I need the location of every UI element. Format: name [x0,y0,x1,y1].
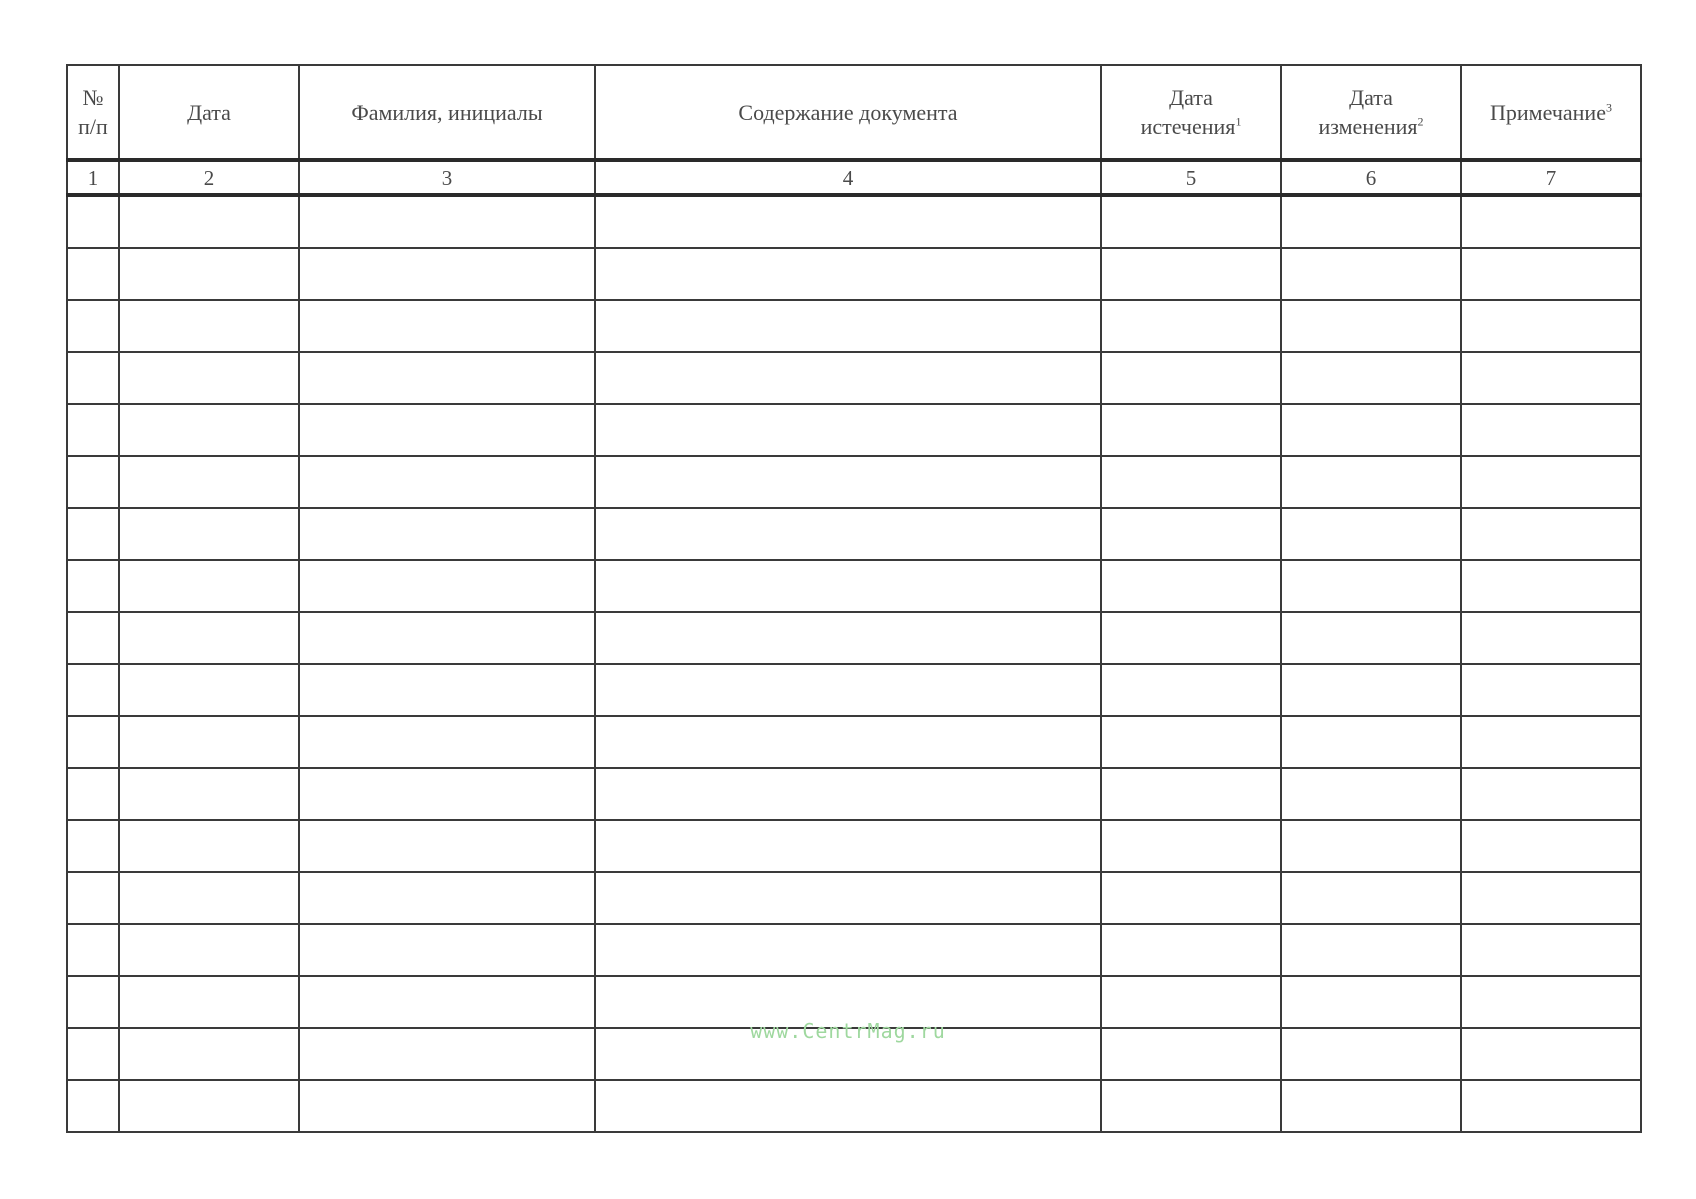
table-cell [1461,508,1641,560]
footnote-mark-1: 1 [1235,114,1242,129]
table-cell [1461,300,1641,352]
table-cell [119,768,299,820]
table-cell [119,1080,299,1132]
table-cell [1101,248,1281,300]
table-cell [67,716,119,768]
table-row [67,195,1641,248]
table-cell [1101,768,1281,820]
table-cell [1281,664,1461,716]
table-cell [67,768,119,820]
table-cell [119,820,299,872]
table-cell [299,820,595,872]
table-cell [119,924,299,976]
table-cell [299,924,595,976]
table-cell [119,404,299,456]
header-change-line2: изменения [1318,114,1418,139]
watermark: www.CentrMag.ru [750,1019,946,1043]
table-cell [1101,508,1281,560]
table-row [67,924,1641,976]
table-cell [595,664,1101,716]
table-cell [1281,248,1461,300]
table-cell [67,664,119,716]
table-cell [595,456,1101,508]
column-number-4: 4 [595,160,1101,195]
table-cell [67,404,119,456]
table-cell [1461,612,1641,664]
header-date-label: Дата [187,99,231,125]
table-cell [595,1080,1101,1132]
table-cell [1101,872,1281,924]
header-cell-change-date [1281,65,1461,160]
table-row [67,872,1641,924]
column-number-5: 5 [1101,160,1281,195]
table-cell [1461,1080,1641,1132]
table-cell [595,716,1101,768]
table-cell [1461,924,1641,976]
table-cell [1281,456,1461,508]
table-cell [119,352,299,404]
header-cell-name [299,65,595,160]
column-number-2: 2 [119,160,299,195]
table-row [67,248,1641,300]
table-cell [299,195,595,248]
table-cell [1461,248,1641,300]
table-cell [1101,352,1281,404]
header-content-label: Содержание документа [738,99,958,125]
table-cell [119,872,299,924]
header-number-line2: п/п [78,114,108,139]
table-cell [119,716,299,768]
table-cell [67,195,119,248]
header-name-label: Фамилия, инициалы [351,99,543,125]
table-row [67,456,1641,508]
column-number-row [67,160,1641,195]
table-row [67,300,1641,352]
header-expiry-line1: Дата [1169,85,1213,110]
table-cell [1281,195,1461,248]
table-cell [1101,716,1281,768]
table-cell [1101,612,1281,664]
table-cell [119,664,299,716]
table-cell [1461,820,1641,872]
table-cell [299,508,595,560]
column-number-3: 3 [299,160,595,195]
table-cell [595,195,1101,248]
table-cell [299,352,595,404]
header-expiry-line2: истечения [1140,114,1236,139]
table-row [67,404,1641,456]
table-cell [67,248,119,300]
header-cell-note [1461,65,1641,160]
table-cell [1281,820,1461,872]
table-cell [1461,872,1641,924]
table-cell [67,612,119,664]
table-cell [1101,456,1281,508]
table-cell [1461,352,1641,404]
table-cell [595,612,1101,664]
table-cell [67,456,119,508]
table-row [67,664,1641,716]
table-cell [1281,300,1461,352]
table-cell [1281,716,1461,768]
table-cell [67,924,119,976]
table-cell [299,612,595,664]
table-cell [1281,560,1461,612]
table-cell [299,1080,595,1132]
column-number-1: 1 [67,160,119,195]
table-cell [67,872,119,924]
table-cell [299,872,595,924]
table-cell [595,248,1101,300]
table-cell [1461,456,1641,508]
table-cell [67,508,119,560]
table-row [67,508,1641,560]
table-cell [595,352,1101,404]
table-cell [67,560,119,612]
table-cell [1281,404,1461,456]
table-row [67,1080,1641,1132]
table-cell [299,300,595,352]
table-cell [595,924,1101,976]
header-cell-content [595,65,1101,160]
table-cell [119,508,299,560]
table-cell [1281,924,1461,976]
column-number-7: 7 [1461,160,1641,195]
table-cell [1281,612,1461,664]
table-cell [1461,664,1641,716]
table-cell [1281,768,1461,820]
header-cell-expiry-date [1101,65,1281,160]
table-row [67,612,1641,664]
table-row [67,716,1641,768]
table-cell [299,664,595,716]
table-cell [1101,195,1281,248]
table-row [67,560,1641,612]
footnote-mark-2: 2 [1417,114,1424,129]
table-cell [595,820,1101,872]
table-cell [1281,352,1461,404]
table-cell [1281,508,1461,560]
table-cell [1101,1080,1281,1132]
table-cell [595,404,1101,456]
table-cell [1281,872,1461,924]
header-note-label: Примечание [1490,99,1606,125]
table-cell [1101,820,1281,872]
table-cell [299,248,595,300]
header-row [67,65,1641,160]
table-cell [299,716,595,768]
table-cell [119,195,299,248]
table-cell [1461,404,1641,456]
table-cell [1101,664,1281,716]
table-cell [299,768,595,820]
table-cell [67,300,119,352]
table-cell [1461,716,1641,768]
header-cell-date [119,65,299,160]
header-change-line1: Дата [1349,85,1393,110]
table-cell [595,560,1101,612]
table-cell [1101,404,1281,456]
header-cell-number [67,65,119,160]
table-cell [595,768,1101,820]
table-cell [595,300,1101,352]
table-cell [1461,768,1641,820]
table-row [67,820,1641,872]
table-cell [119,248,299,300]
table-cell [299,560,595,612]
table-row [67,352,1641,404]
journal-sheet [66,64,1640,1133]
table-cell [119,300,299,352]
header-number-line1: № [82,85,104,110]
table-cell [1101,560,1281,612]
table-cell [299,404,595,456]
table-cell [595,508,1101,560]
table-cell [1461,195,1641,248]
column-number-6: 6 [1281,160,1461,195]
table-cell [1461,560,1641,612]
table-cell [67,1080,119,1132]
table-cell [119,456,299,508]
table-cell [299,456,595,508]
table-cell [67,352,119,404]
footnote-mark-3: 3 [1605,100,1612,115]
table-cell [1281,1080,1461,1132]
table-row [67,768,1641,820]
table-cell [1101,924,1281,976]
table-cell [595,872,1101,924]
table-cell [1101,300,1281,352]
table-cell [119,560,299,612]
table-cell [119,612,299,664]
journal-table [66,64,1642,1133]
table-cell [67,820,119,872]
